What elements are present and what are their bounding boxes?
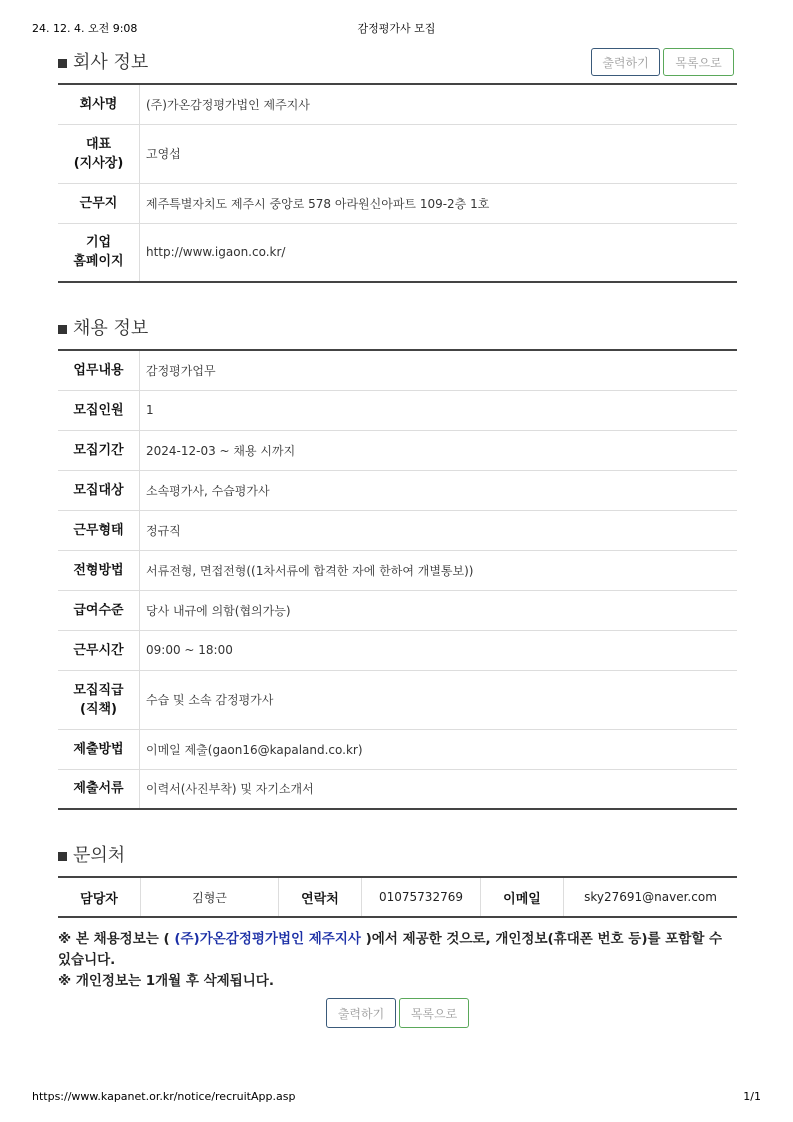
manager-label: 담당자 bbox=[58, 877, 141, 917]
row-label bbox=[58, 350, 140, 390]
square-bullet-icon bbox=[58, 852, 67, 861]
table-row bbox=[58, 124, 737, 183]
row-label bbox=[58, 630, 140, 670]
row-label bbox=[58, 729, 140, 769]
row-value: 09:00 ~ 18:00 bbox=[140, 630, 738, 670]
row-value: 고영섭 bbox=[140, 124, 738, 183]
row-label-line: 제출방법 bbox=[73, 741, 124, 757]
print-button-top[interactable]: 출력하기 bbox=[591, 48, 660, 76]
row-label bbox=[58, 223, 140, 282]
row-label-line: (직책) bbox=[80, 701, 117, 717]
row-label bbox=[58, 590, 140, 630]
homepage-link[interactable]: http://www.igaon.co.kr/ bbox=[146, 245, 286, 260]
row-value: 수습 및 소속 감정평가사 bbox=[140, 670, 738, 729]
phone-label: 연락처 bbox=[279, 877, 362, 917]
row-label-line: 모집대상 bbox=[73, 482, 124, 498]
row-value: 감정평가업무 bbox=[140, 350, 738, 390]
recruit-section-title: 채용 정보 bbox=[58, 314, 148, 340]
row-label-line: 제출서류 bbox=[73, 781, 124, 797]
recruit-info-table bbox=[58, 349, 737, 810]
row-label-line: 전형방법 bbox=[73, 562, 124, 578]
row-label bbox=[58, 769, 140, 809]
row-value: 당사 내규에 의함(협의가능) bbox=[140, 590, 738, 630]
row-value: 이력서(사진부착) 및 자기소개서 bbox=[146, 782, 314, 797]
table-row bbox=[58, 430, 737, 470]
row-label-line: 급여수준 bbox=[73, 602, 124, 618]
row-value: 제주특별자치도 제주시 중앙로 578 아라원신아파트 109-2층 1호 bbox=[140, 183, 738, 223]
row-label-line: 모집직급 bbox=[73, 682, 124, 698]
row-label-line: 근무시간 bbox=[73, 642, 124, 658]
print-datetime: 24. 12. 4. 오전 9:08 bbox=[32, 22, 138, 35]
row-label-line: 모집인원 bbox=[73, 402, 124, 418]
square-bullet-icon bbox=[58, 59, 67, 68]
row-label bbox=[58, 470, 140, 510]
print-button-bottom[interactable]: 출력하기 bbox=[326, 998, 396, 1028]
row-label-line: 기업 bbox=[85, 235, 112, 251]
row-value: 이메일 제출(gaon16@kapaland.co.kr) bbox=[140, 729, 738, 769]
row-value: (주)가온감정평가법인 제주지사 bbox=[140, 84, 738, 124]
row-label-line: 모집기간 bbox=[73, 442, 124, 458]
row-label-line: 홈페이지 bbox=[73, 254, 124, 270]
row-value: 서류전형, 면접전형((1차서류에 합격한 자에 한하여 개별통보)) bbox=[140, 550, 738, 590]
table-row bbox=[58, 183, 737, 223]
table-row bbox=[58, 550, 737, 590]
table-row bbox=[58, 470, 737, 510]
contact-section-title: 문의처 bbox=[58, 841, 125, 867]
table-row bbox=[58, 729, 737, 769]
table-row bbox=[58, 390, 737, 430]
print-page-number: 1/1 bbox=[743, 1090, 761, 1103]
row-label-line: 대표 bbox=[85, 136, 112, 152]
table-row bbox=[58, 223, 737, 282]
table-row bbox=[58, 590, 737, 630]
notice-line-1: ※ 본 채용정보는 ( (주)가온감정평가법인 제주지사 )에서 제공한 것으로, 개인정보(휴대폰 번호 등)를 포함할 수 있습니다. bbox=[58, 931, 723, 968]
row-label bbox=[58, 124, 140, 183]
row-label bbox=[58, 84, 140, 124]
row-label bbox=[58, 670, 140, 729]
row-value: 소속평가사, 수습평가사 bbox=[140, 470, 738, 510]
row-label bbox=[58, 390, 140, 430]
row-label bbox=[58, 550, 140, 590]
row-value: 1 bbox=[140, 390, 738, 430]
list-button-bottom[interactable]: 목록으로 bbox=[399, 998, 469, 1028]
notice-company: (주)가온감정평가법인 제주지사 bbox=[174, 931, 361, 947]
row-label-line: 회사명 bbox=[79, 96, 118, 112]
row-label bbox=[58, 430, 140, 470]
row-label bbox=[58, 183, 140, 223]
row-value: 정규직 bbox=[140, 510, 738, 550]
company-section-title: 회사 정보 bbox=[58, 48, 148, 74]
row-label-line: 근무지 bbox=[79, 195, 118, 211]
notice-line-2: ※ 개인정보는 1개월 후 삭제됩니다. bbox=[58, 973, 274, 989]
row-label-line: 업무내용 bbox=[73, 362, 124, 378]
company-info-table bbox=[58, 83, 737, 283]
print-url: https://www.kapanet.or.kr/notice/recruitApp.asp bbox=[32, 1090, 296, 1103]
email-value: sky27691@naver.com bbox=[584, 890, 717, 904]
row-label-line: (지사장) bbox=[73, 155, 124, 171]
email-label: 이메일 bbox=[481, 877, 564, 917]
print-page-title: 감정평가사 모집 bbox=[357, 22, 436, 35]
list-button-top[interactable]: 목록으로 bbox=[663, 48, 734, 76]
row-label-line: 근무형태 bbox=[73, 522, 124, 538]
table-row bbox=[58, 670, 737, 729]
table-row bbox=[58, 630, 737, 670]
phone-value: 01075732769 bbox=[362, 877, 481, 917]
contact-table bbox=[58, 876, 737, 918]
square-bullet-icon bbox=[58, 325, 67, 334]
table-row bbox=[58, 84, 737, 124]
manager-value: 김형근 bbox=[141, 877, 279, 917]
row-value: 2024-12-03 ~ 채용 시까지 bbox=[140, 430, 738, 470]
row-label bbox=[58, 510, 140, 550]
notice-text bbox=[58, 929, 738, 992]
table-row bbox=[58, 510, 737, 550]
table-row bbox=[58, 350, 737, 390]
table-row bbox=[58, 769, 737, 809]
